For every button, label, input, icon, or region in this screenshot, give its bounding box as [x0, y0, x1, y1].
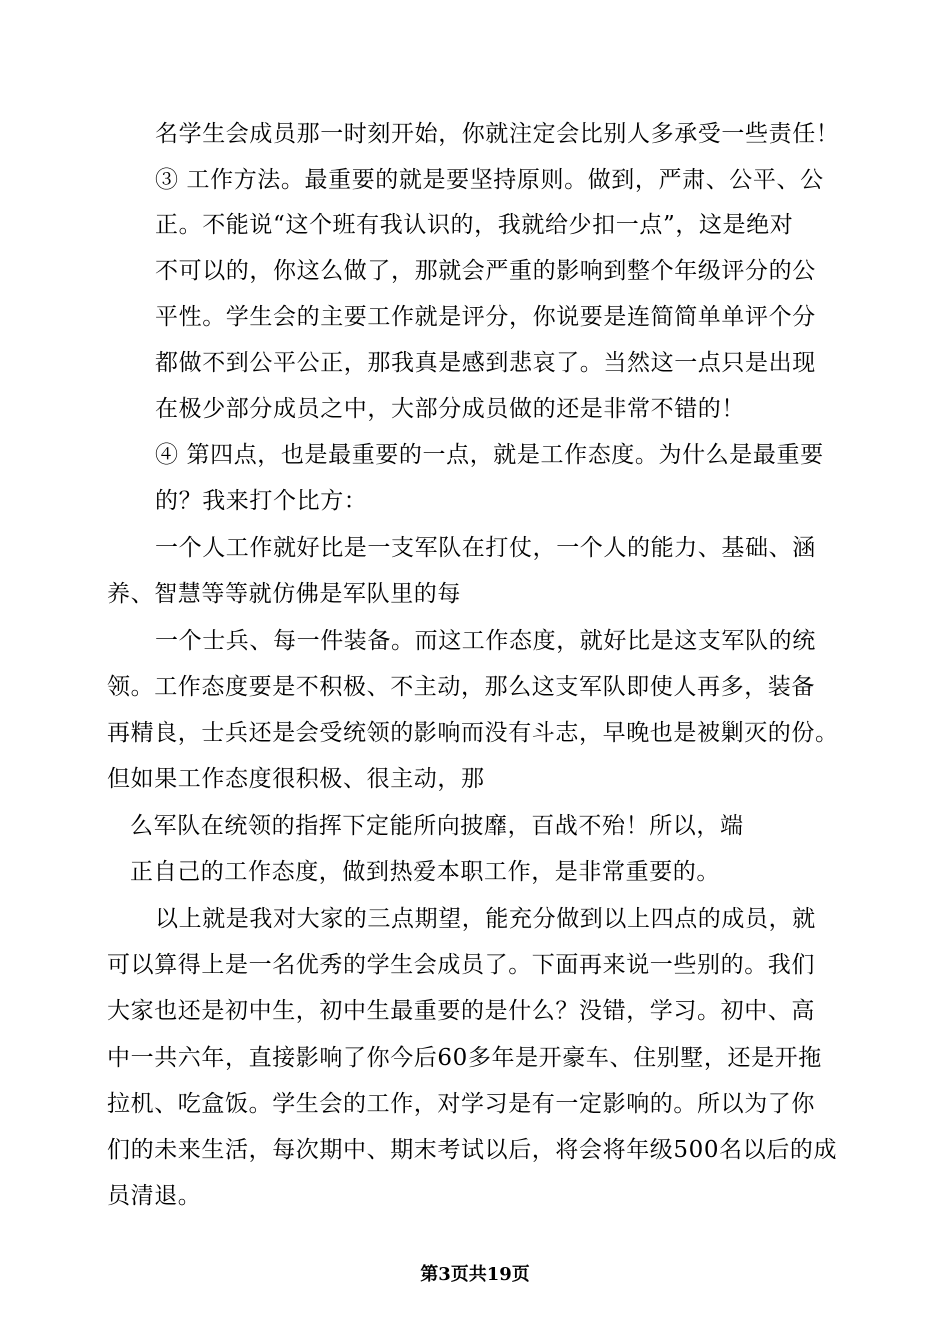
text-line: 但如果工作态度很积极、很主动，那 — [107, 766, 485, 792]
text-line: 领。工作态度要是不积极、不主动，那么这支军队即使人再多，装备 — [107, 674, 815, 700]
text-line: 的？我来打个比方： — [155, 488, 368, 514]
text-line: 平性。学生会的主要工作就是评分，你说要是连简简单单评个分 — [155, 304, 816, 330]
text-line: 拉机、吃盒饭。学生会的工作，对学习是有一定影响的。所以为了你 — [107, 1091, 815, 1117]
text-line: 正。不能说“这个班有我认识的，我就给少扣一点”，这是绝对 — [155, 212, 794, 238]
text-line: 正自己的工作态度，做到热爱本职工作，是非常重要的。 — [130, 859, 720, 885]
text-line: 么军队在统领的指挥下定能所向披靡，百战不殆！所以，端 — [130, 813, 744, 839]
text-line: 在极少部分成员之中，大部分成员做的还是非常不错的！ — [155, 396, 745, 422]
text-line: 中一共六年，直接影响了你今后60多年是开豪车、住别墅，还是开拖 — [107, 1045, 822, 1071]
text-line: 一个人工作就好比是一支军队在打仗，一个人的能力、基础、涵 — [155, 535, 816, 561]
text-line: 不可以的，你这么做了，那就会严重的影响到整个年级评分的公 — [155, 258, 816, 284]
text-line: 员清退。 — [107, 1183, 202, 1209]
text-line: 一个士兵、每一件装备。而这工作态度，就好比是这支军队的统 — [155, 628, 816, 654]
text-line: 都做不到公平公正，那我真是感到悲哀了。当然这一点只是出现 — [155, 350, 816, 376]
text-line: 再精良，士兵还是会受统领的影响而没有斗志，早晚也是被剿灭的份。 — [107, 720, 839, 746]
page-number: 第3页共19页 — [420, 1264, 530, 1285]
text-line: ③ 工作方法。最重要的就是要坚持原则。做到，严肃、公平、公 — [155, 167, 824, 193]
text-line: ④ 第四点，也是最重要的一点，就是工作态度。为什么是最重要 — [155, 442, 824, 468]
text-line: 们的未来生活，每次期中、期末考试以后，将会将年级500名以后的成 — [107, 1137, 838, 1163]
text-line: 可以算得上是一名优秀的学生会成员了。下面再来说一些别的。我们 — [107, 952, 815, 978]
text-line: 大家也还是初中生，初中生最重要的是什么？没错，学习。初中、高 — [107, 998, 815, 1024]
text-line: 名学生会成员那一时刻开始，你就注定会比别人多承受一些责任！ — [155, 121, 840, 147]
text-line: 以上就是我对大家的三点期望，能充分做到以上四点的成员，就 — [155, 906, 816, 932]
text-line: 养、智慧等等就仿佛是军队里的每 — [107, 581, 461, 607]
